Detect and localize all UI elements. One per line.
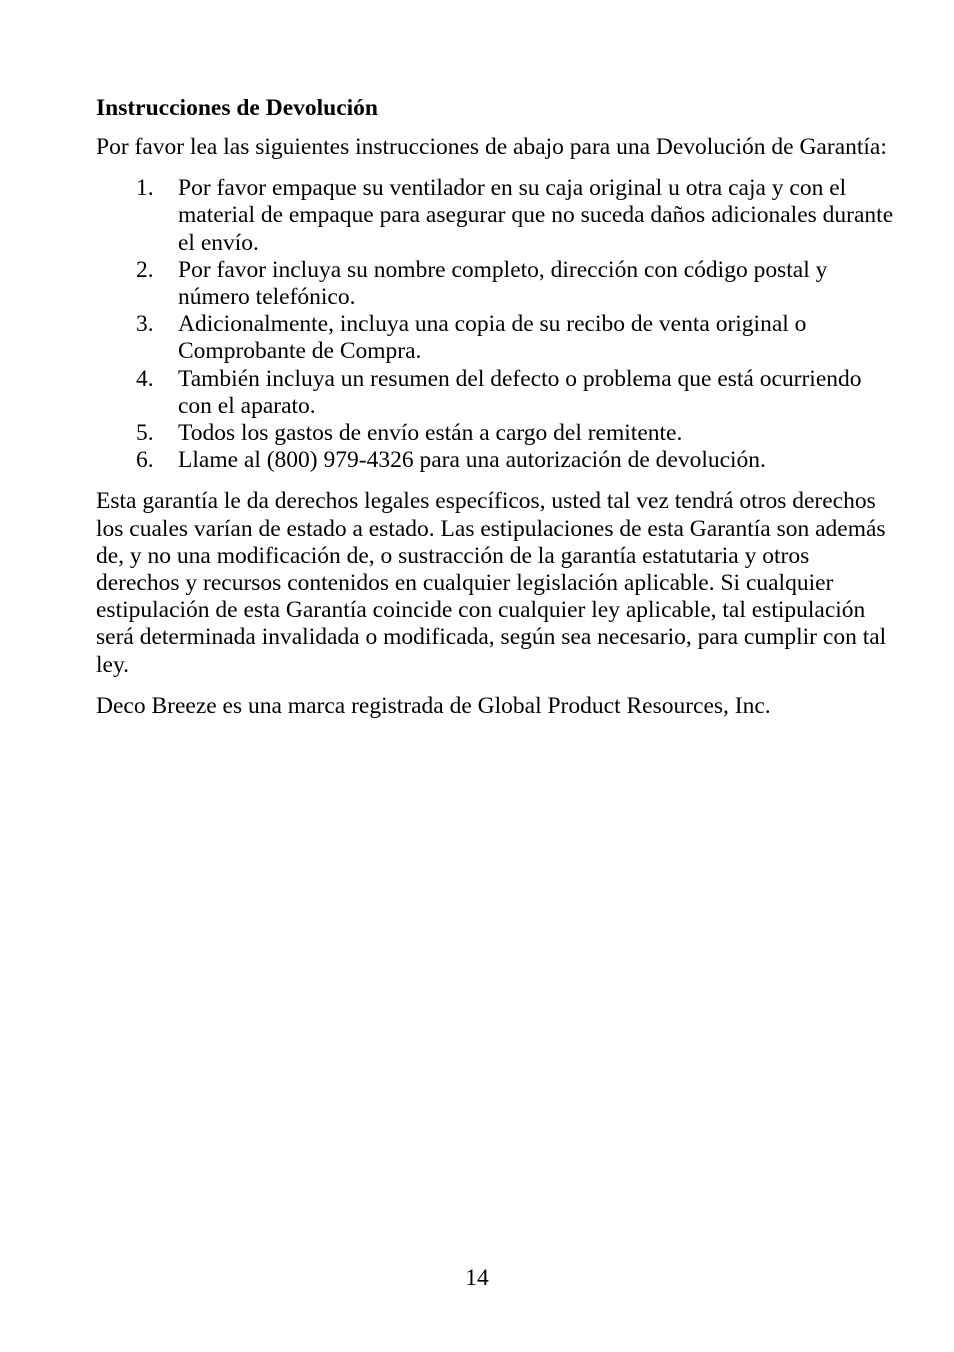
- list-item: [96, 366, 896, 420]
- list-item: [96, 447, 896, 474]
- warranty-paragraph: Esta garantía le da derechos legales específicos, usted tal vez tendrá otros derechos los cuales varían de estado a estado. Las estipulaciones de esta Garantía son además de, y no una modificación de, o sustracción de la garantía estatutaria y otros derechos y recursos contenidos en cualquier legislación aplicable. Si cualquier estipulación de esta Garantía coincide con cualquier ley aplicable, tal estipulación será determinada invalidada o modificada, según sea necesario, para cumplir con tal ley.: [96, 488, 887, 678]
- list-item: [96, 311, 896, 365]
- return-steps-list: [96, 175, 896, 474]
- step-text: Por favor empaque su ventilador en su caja original u otra caja y con el material de empaque para asegurar que no suceda daños adicionales durante el envío.: [178, 175, 894, 256]
- section-heading: Instrucciones de Devolución: [96, 95, 378, 121]
- step-number: 5.: [136, 420, 154, 447]
- intro-paragraph: Por favor lea las siguientes instrucciones de abajo para una Devolución de Garantía:: [96, 134, 887, 160]
- step-text: Llame al (800) 979-4326 para una autorización de devolución.: [178, 447, 766, 474]
- trademark-paragraph: Deco Breeze es una marca registrada de Global Product Resources, Inc.: [96, 692, 771, 719]
- step-number: 6.: [136, 447, 154, 474]
- list-item: [96, 420, 896, 447]
- document-page: [96, 92, 896, 734]
- page-number: 14: [465, 1265, 489, 1291]
- step-number: 4.: [136, 365, 154, 392]
- list-item: [96, 257, 896, 311]
- step-number: 2.: [136, 256, 154, 283]
- list-item: [96, 175, 896, 257]
- step-number: 1.: [136, 175, 154, 202]
- step-text: Adicionalmente, incluya una copia de su recibo de venta original o Comprobante de Compra.: [178, 311, 807, 365]
- step-text: Por favor incluya su nombre completo, dirección con código postal y número telefónico.: [178, 256, 828, 311]
- step-text: También incluya un resumen del defecto o problema que está ocurriendo con el aparato.: [178, 365, 862, 419]
- step-text: Todos los gastos de envío están a cargo del remitente.: [178, 420, 683, 447]
- step-number: 3.: [136, 311, 154, 338]
